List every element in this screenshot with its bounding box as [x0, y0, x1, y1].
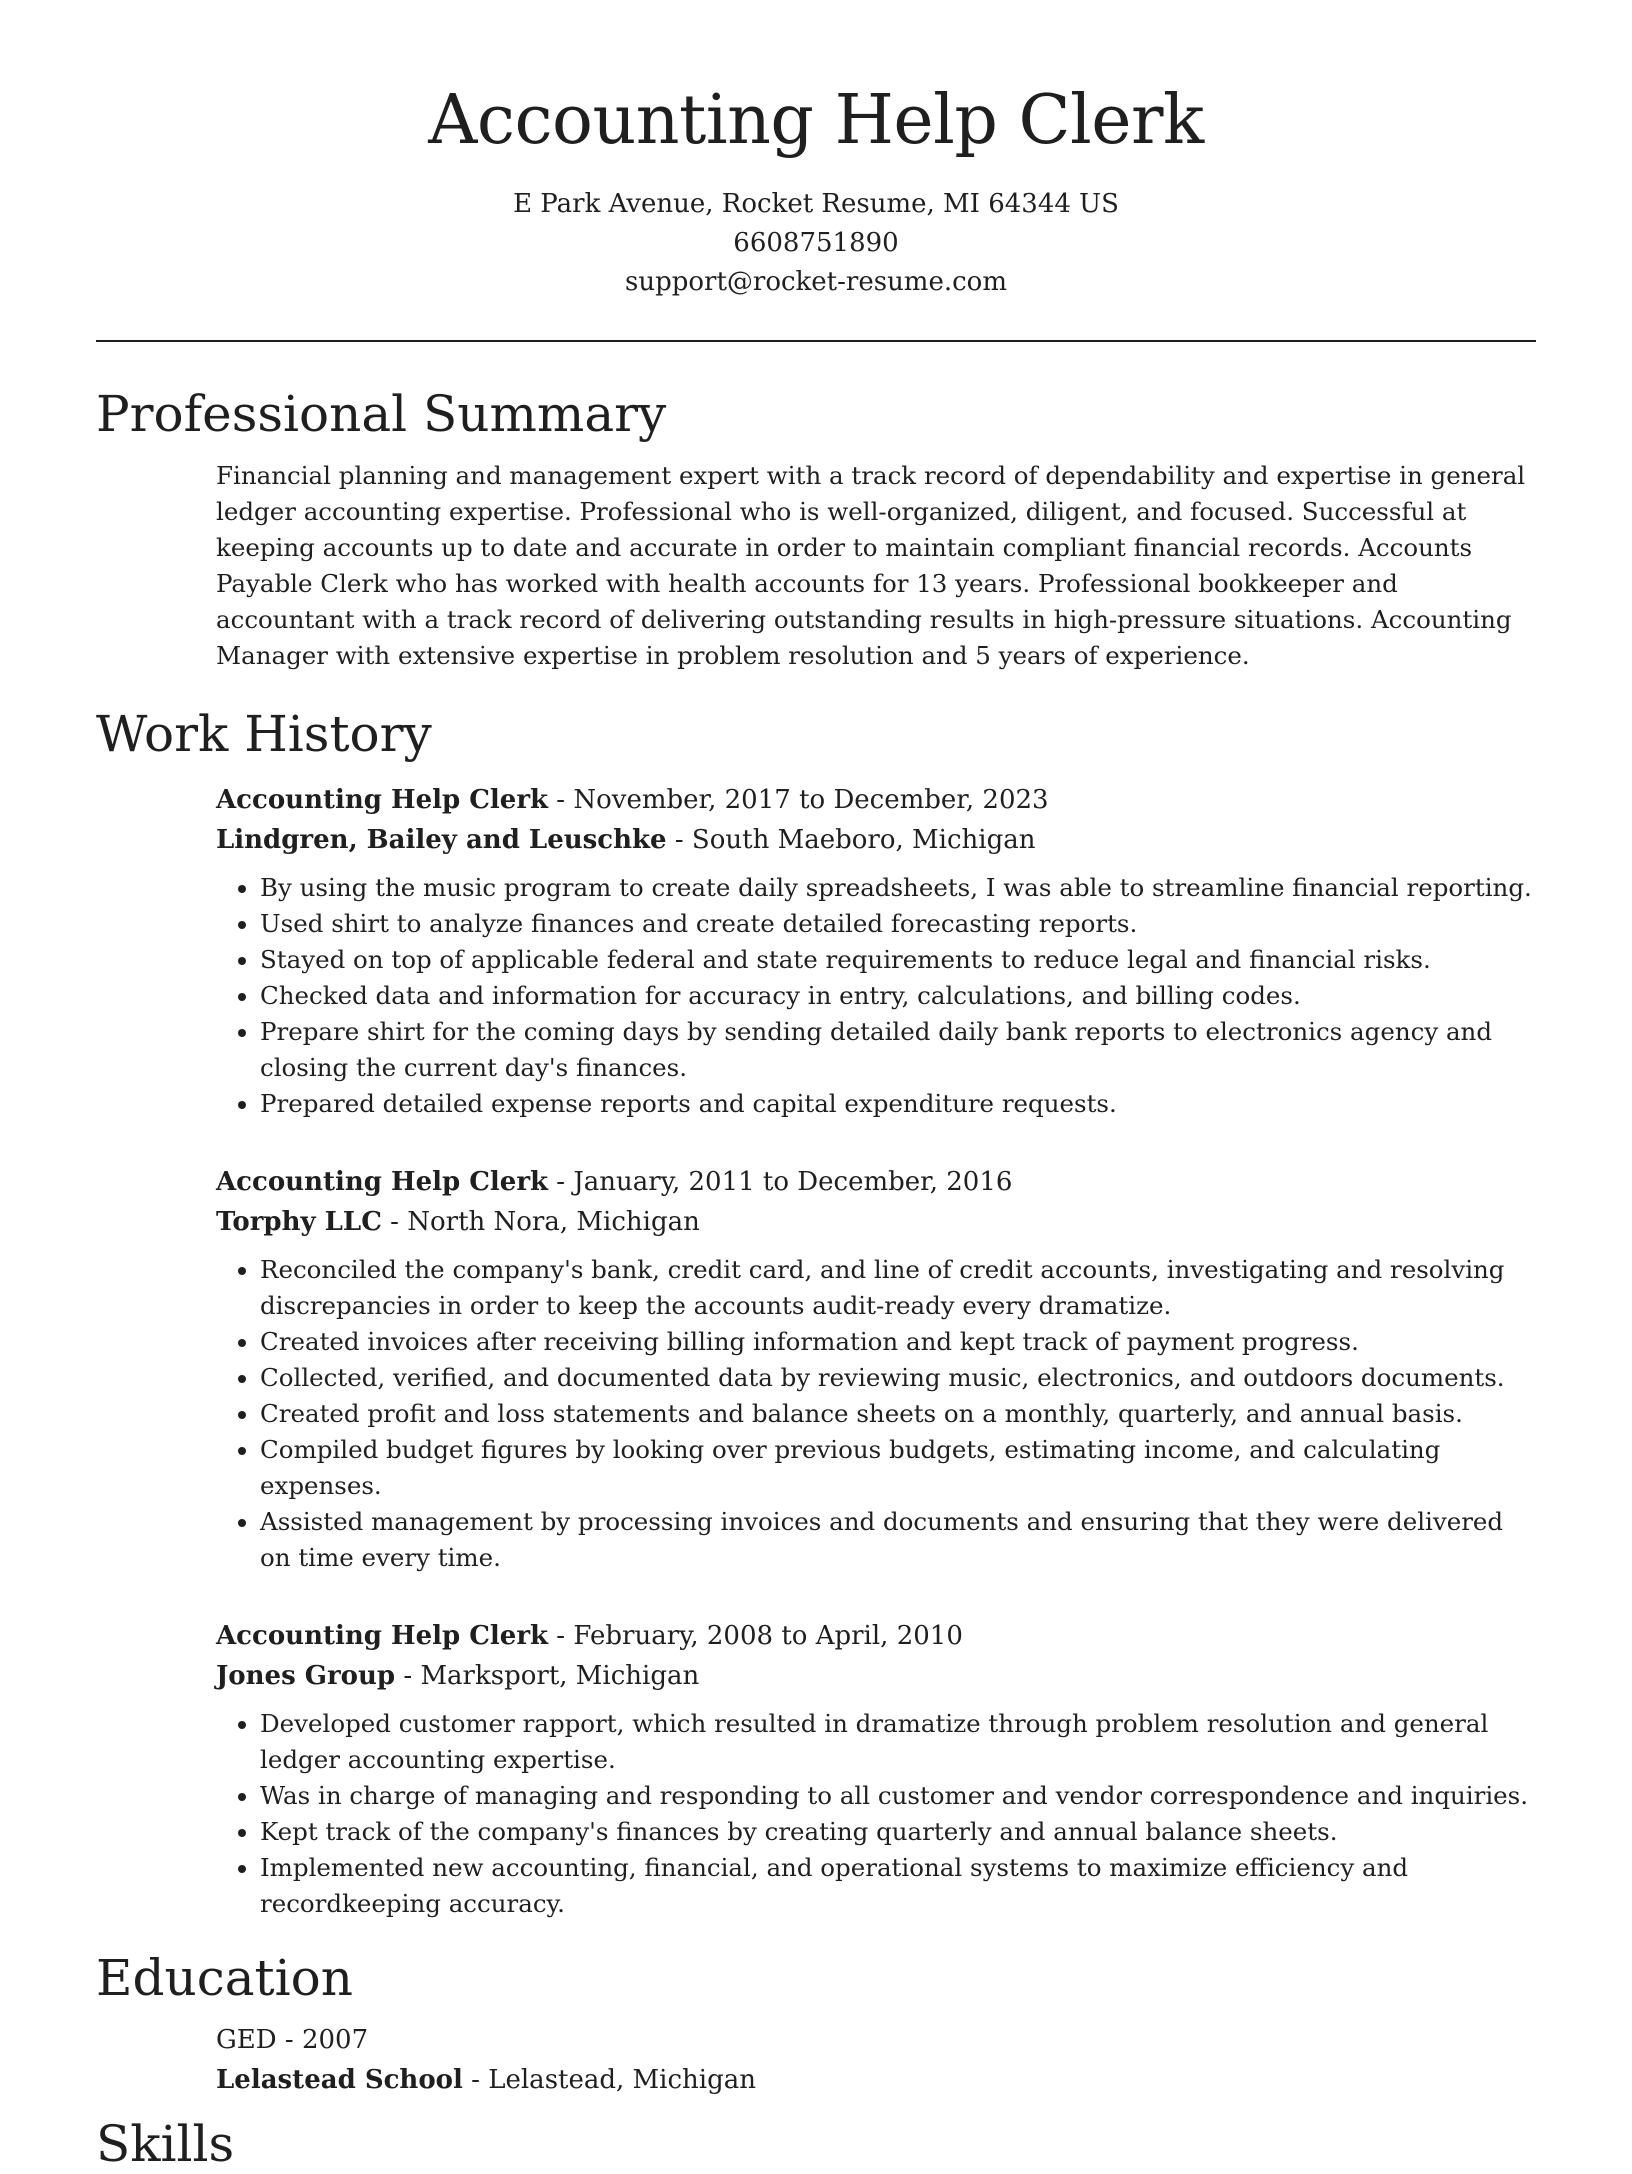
contact-phone: 6608751890 [733, 227, 899, 258]
job-location: North Nora, Michigan [407, 1206, 700, 1237]
job-location: South Maeboro, Michigan [691, 824, 1036, 855]
separator: - [548, 784, 574, 815]
separator: - [381, 1206, 408, 1237]
summary-paragraph: Financial planning and management expert with a track record of dependability and expertise in general ledger accounting expertise. Professional who is well-organized, diligent, and focused. Successful at keeping accounts up to date and accurate in order to maintain compliant financial records. Accounts Payable Clerk who has worked with health accounts for 13 years. Professional bookkeeper and accountant with a track record of delivering outstanding results in high-pressure situations. Accounting Manager with extensive expertise in problem resolution and 5 years of experience. [216, 460, 1526, 670]
job-role: Accounting Help Clerk [216, 1166, 549, 1197]
job-bullet: • Checked data and information for accuracy in entry, calculations, and billing codes. [260, 978, 1536, 1014]
contact-address: E Park Avenue, Rocket Resume, MI 64344 US [513, 188, 1119, 219]
job-bullet: • Prepared detailed expense reports and capital expenditure requests. [260, 1086, 1536, 1122]
separator: - [548, 1166, 574, 1197]
education-entry [96, 2020, 1536, 2100]
job-bullet: • Was in charge of managing and responding to all customer and vendor correspondence and inquiries. [260, 1778, 1536, 1814]
job-bullet: • Implemented new accounting, financial, and operational systems to maximize efficiency and recordkeeping accuracy. [260, 1850, 1536, 1922]
skills-heading: Skills [96, 2114, 235, 2173]
job-title-line [216, 1616, 1536, 1656]
resume-page [96, 0, 1536, 2174]
job-bullets [216, 1252, 1536, 1576]
separator: - [276, 2024, 302, 2055]
skills-section [96, 2114, 1536, 2174]
candidate-name: Accounting Help Clerk [428, 81, 1204, 160]
work-history-heading: Work History [96, 704, 432, 763]
job-entry [216, 1162, 1536, 1576]
job-dates: January, 2011 to December, 2016 [573, 1166, 1013, 1197]
contact-email: support@rocket-resume.com [624, 266, 1007, 297]
job-role: Accounting Help Clerk [216, 1620, 549, 1651]
job-company: Lindgren, Bailey and Leuschke [216, 824, 667, 855]
job-bullet: • Developed customer rapport, which resulted in dramatize through problem resolution and general ledger accounting expertise. [260, 1706, 1536, 1778]
job-bullet: • Created profit and loss statements and balance sheets on a monthly, quarterly, and annual basis. [260, 1396, 1536, 1432]
education-school-line [216, 2060, 1536, 2100]
contact-block [96, 185, 1536, 302]
education-degree: GED [216, 2024, 277, 2055]
summary-section [96, 384, 1536, 674]
job-bullet: • Assisted management by processing invoices and documents and ensuring that they were delivered on time every time. [260, 1504, 1536, 1576]
job-location: Marksport, Michigan [420, 1660, 700, 1691]
education-degree-line [216, 2020, 1536, 2060]
job-bullets [216, 870, 1536, 1122]
job-company-line [216, 820, 1536, 860]
job-bullet: • Compiled budget figures by looking over previous budgets, estimating income, and calculating expenses. [260, 1432, 1536, 1504]
education-location: Lelastead, Michigan [488, 2064, 756, 2095]
job-company-line [216, 1656, 1536, 1696]
separator: - [395, 1660, 421, 1691]
job-company-line [216, 1202, 1536, 1242]
education-section [96, 1948, 1536, 2100]
job-dates: November, 2017 to December, 2023 [573, 784, 1049, 815]
education-heading: Education [96, 1948, 353, 2007]
job-dates: February, 2008 to April, 2010 [573, 1620, 963, 1651]
job-bullet: • Created invoices after receiving billing information and kept track of payment progress. [260, 1324, 1536, 1360]
job-title-line [216, 1162, 1536, 1202]
education-school: Lelastead School [216, 2064, 463, 2095]
job-bullet: • Reconciled the company's bank, credit card, and line of credit accounts, investigating and resolving discrepancies in order to keep the accounts audit-ready every dramatize. [260, 1252, 1536, 1324]
summary-heading: Professional Summary [96, 384, 667, 443]
separator: - [548, 1620, 574, 1651]
job-bullet: • Collected, verified, and documented data by reviewing music, electronics, and outdoors documents. [260, 1360, 1536, 1396]
work-history-section [96, 704, 1536, 1922]
job-bullet: • Stayed on top of applicable federal and state requirements to reduce legal and financial risks. [260, 942, 1536, 978]
resume-header [96, 0, 1536, 302]
job-entry [216, 780, 1536, 1122]
job-entry [216, 1616, 1536, 1922]
separator: - [666, 824, 692, 855]
job-company: Torphy LLC [216, 1206, 382, 1237]
job-bullet: • Prepare shirt for the coming days by sending detailed daily bank reports to electronics agency and closing the current day's finances. [260, 1014, 1536, 1086]
job-company: Jones Group [216, 1660, 396, 1691]
separator: - [462, 2064, 489, 2095]
education-year: 2007 [301, 2024, 369, 2055]
jobs-list [96, 780, 1536, 1922]
job-bullet: • Kept track of the company's finances by creating quarterly and annual balance sheets. [260, 1814, 1536, 1850]
job-role: Accounting Help Clerk [216, 784, 549, 815]
job-title-line [216, 780, 1536, 820]
header-divider [96, 340, 1536, 342]
job-bullet: • By using the music program to create daily spreadsheets, I was able to streamline financial reporting. [260, 870, 1536, 906]
job-bullets [216, 1706, 1536, 1922]
job-bullet: • Used shirt to analyze finances and create detailed forecasting reports. [260, 906, 1536, 942]
